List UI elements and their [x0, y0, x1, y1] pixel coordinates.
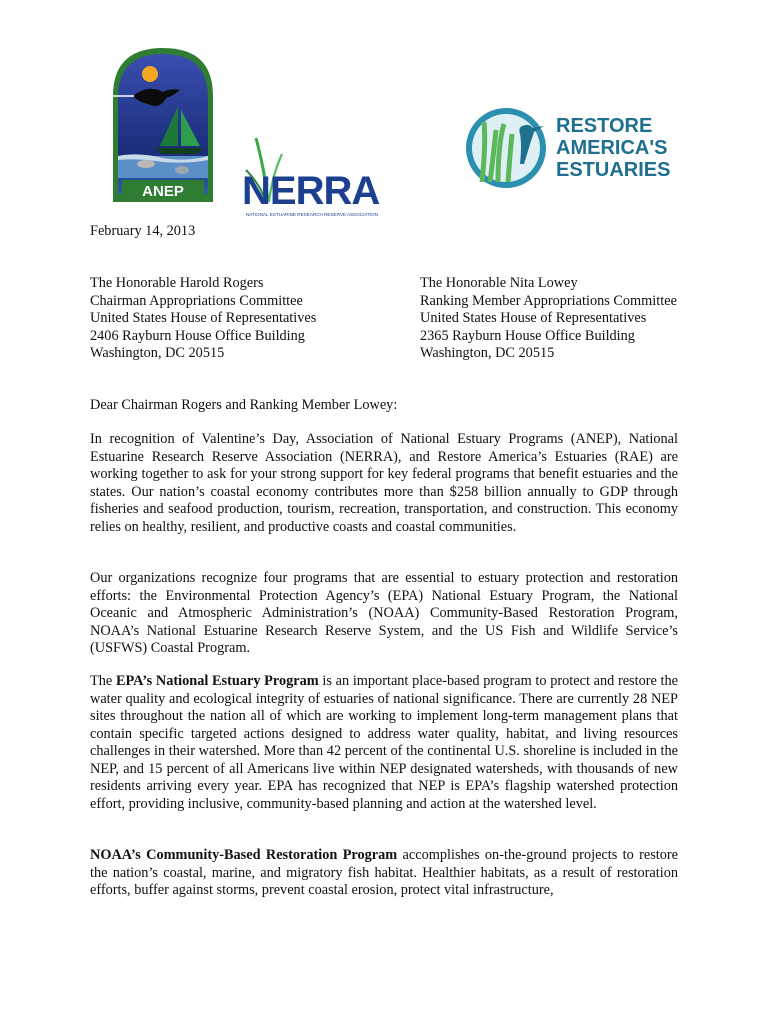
- rae-logo-line-1: RESTORE: [556, 115, 653, 137]
- recipient-right-line: Ranking Member Appropriations Committee: [420, 292, 677, 309]
- fish-icon: [137, 160, 155, 168]
- nerra-logo-subtitle: NATIONAL ESTUARINE RESEARCH RESERVE ASSOCIATION: [246, 212, 379, 217]
- recipient-right-line: United States House of Representatives: [420, 310, 647, 327]
- logo-header: [0, 44, 768, 217]
- paragraph-nep-body: is an important place-based program to protect and restore the water quality and ecological integrity of estuaries of national significance. There are currently 28 NEP sites throughout the nation all of which are working to implement long-term management plans that contain specific targeted actions designed to address water quality, habitat, and living resources challenges in their watershed. More than 42 percent of the continental U.S. shoreline is included in the NEP, and 15 percent of all Americans live within NEP designated watersheds, with thousands of new residents arriving every year. EPA has recognized that NEP is EPA’s flagship watershed protection effort, providing inclusive, community-based planning and action at the watershed level.: [90, 673, 679, 812]
- recipient-left-line: The Honorable Harold Rogers: [90, 275, 264, 291]
- paragraph-noaa-body: accomplishes on-the-ground projects to restore the nation’s coastal, marine, and migratory fish habitat. Healthier habitats, as a result of restoration efforts, buffer against storms, prevent coastal erosion, protect vital infrastructure,: [90, 847, 678, 898]
- salutation: Dear Chairman Rogers and Ranking Member Lowey:: [90, 397, 398, 413]
- recipient-right-line: Washington, DC 20515: [420, 345, 555, 362]
- paragraph-nep-heading: EPA’s National Estuary Program: [115, 673, 319, 689]
- recipient-right-line: 2365 Rayburn House Office Building: [420, 327, 635, 344]
- paragraph-intro: In recognition of Valentine’s Day, Association of National Estuary Programs (ANEP), National Estuarine Research Reserve Association (NERRA), and Restore America’s Estuaries (RAE) are working together to ask for your strong support for key federal programs that benefit estuaries and the states. Our nation’s coastal economy contributes more than $258 billion annually to GDP through fisheries and seafood production, tourism, recreation, transportation, and construction. This economy relies on healthy, resilient, and productive coasts and coastal communities.: [90, 431, 678, 535]
- sun-icon: [142, 66, 158, 82]
- rae-logo-line-2: AMERICA'S: [556, 137, 668, 159]
- anep-logo-text: ANEP: [142, 183, 184, 200]
- nerra-logo-text: NERRA: [242, 169, 380, 213]
- paragraph-nep-lead: The: [90, 673, 116, 689]
- recipient-address-right: [420, 275, 677, 363]
- recipient-address-left: [90, 275, 316, 363]
- recipient-left-line: United States House of Representatives: [90, 310, 317, 327]
- rae-logo: [464, 104, 674, 194]
- recipient-left-line: Chairman Appropriations Committee: [90, 292, 303, 309]
- recipient-left-line: 2406 Rayburn House Office Building: [90, 327, 305, 344]
- paragraph-noaa-heading: NOAA’s Community-Based Restoration Program: [90, 847, 398, 863]
- recipient-right-line: The Honorable Nita Lowey: [420, 275, 578, 291]
- letter-date: February 14, 2013: [90, 223, 196, 239]
- paragraph-programs: Our organizations recognize four programs that are essential to estuary protection and restoration efforts: the Environmental Protection Agency’s (EPA) National Estuary Program, the National Oceanic and Atmospheric Administration’s (NOAA) Community-Based Restoration Program, NOAA’s National Estuarine Research Reserve System, and the US Fish and Wildlife Service’s (USFWS) Coastal Program.: [90, 570, 678, 656]
- rae-logo-line-3: ESTUARIES: [556, 159, 671, 181]
- paragraph-nep: [90, 673, 678, 813]
- paragraph-noaa: [90, 847, 678, 900]
- crab-icon: [175, 166, 189, 174]
- nerra-logo: [238, 132, 458, 222]
- anep-logo: [108, 44, 218, 204]
- recipient-left-line: Washington, DC 20515: [90, 345, 225, 362]
